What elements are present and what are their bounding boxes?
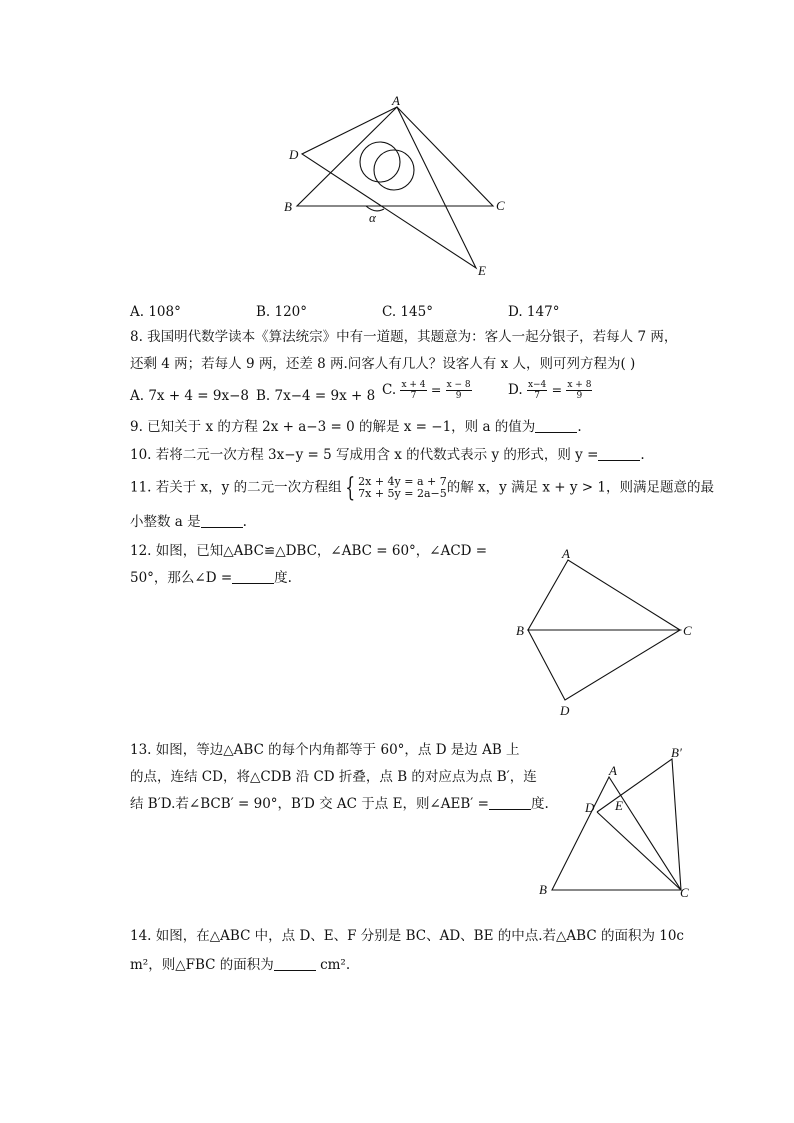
point-label-a: A (609, 763, 617, 778)
triangle-abc (297, 107, 493, 206)
point-label-d: D (289, 147, 299, 162)
triangle-abc (552, 777, 681, 890)
circle-shape (374, 150, 414, 190)
q13-figure (532, 742, 702, 902)
q11-line-2: 小整数 a 是 . (130, 514, 247, 530)
point-label-e: E (615, 798, 623, 813)
point-label-bprime: B′ (671, 745, 682, 760)
point-label-b: B (539, 882, 547, 897)
point-label-a: A (562, 546, 570, 561)
answer-blank (232, 569, 274, 584)
point-label-b: B (516, 623, 524, 638)
answer-blank (201, 513, 243, 528)
q8-option-b: B. 7x−4 = 9x + 8 (256, 388, 376, 404)
answer-blank (489, 795, 531, 810)
q13-line-2: 的点，连结 CD，将△CDB 沿 CD 折叠，点 B 的对应点为点 B′，连 (130, 769, 537, 785)
point-label-e: E (478, 263, 486, 278)
circle-shape (360, 142, 400, 182)
triangle-ade (302, 107, 476, 268)
q13-line-1: 13. 如图，等边△ABC 的每个内角都等于 60°，点 D 是边 AB 上 (130, 742, 520, 758)
q8-option-a: A. 7x + 4 = 9x−8 (130, 388, 250, 404)
q8-option-c: C. $\frac{x + 4}{7}$ = $\frac{x - 8}{9}$ (382, 380, 471, 401)
q10-question: 10. 若将二元一次方程 3x−y = 5 写成用含 x 的代数式表示 y 的形式，则 y = . (130, 447, 645, 463)
q12-line-2: 50°，那么∠D = 度. (130, 570, 292, 586)
point-label-c: C (496, 198, 505, 213)
q8-line-1: 8. 我国明代数学读本《算法统宗》中有一道题，其题意为：客人一起分银子，若每人 7 两， (130, 329, 678, 345)
point-label-b: B (284, 199, 292, 214)
angle-label-alpha: α (369, 210, 376, 225)
q8-option-d: D. $\frac{x-4}{7}$ = $\frac{x + 8}{9}$ (508, 380, 592, 401)
point-label-c: C (680, 885, 689, 900)
q13-line-3: 结 B′D.若∠BCB′ = 90°，B′D 交 AC 于点 E，则∠AEB′ = 度. (130, 796, 549, 812)
q7-figure (280, 90, 510, 280)
answer-blank (535, 418, 577, 433)
point-label-d: D (585, 800, 595, 815)
q14-line-1: 14. 如图，在△ABC 中，点 D、E、F 分别是 BC、AD、BE 的中点.若△ABC 的面积为 10c (130, 928, 684, 944)
point-label-a: A (392, 93, 400, 108)
q14-line-2: m²，则△FBC 的面积为 cm². (130, 957, 351, 973)
answer-blank (598, 446, 640, 461)
triangle-abc (528, 560, 680, 630)
q7-option-d: D. 147° (508, 304, 560, 320)
q7-option-a: A. 108° (130, 304, 181, 320)
triangle-dbc (528, 630, 680, 700)
q12-line-1: 12. 如图，已知△ABC≌△DBC，∠ABC = 60°，∠ACD = (130, 543, 488, 559)
q11-question: 11. 若关于 x，y 的二元一次方程组 { 2x + 4y = a + 7 7x + 5y = 2a−5 的解 x，y 满足 x + y > 1，则满足题意的最 (130, 473, 714, 503)
answer-blank (274, 956, 316, 971)
point-label-c: C (683, 623, 692, 638)
q7-option-c: C. 145° (382, 304, 433, 320)
q9-question: 9. 已知关于 x 的方程 2x + a−3 = 0 的解是 x = −1，则 a 的值为 . (130, 419, 582, 435)
q7-option-b: B. 120° (256, 304, 308, 320)
q8-line-2: 还剩 4 两；若每人 9 两，还差 8 两.问客人有几人？设客人有 x 人，则可列方程为( ) (130, 356, 636, 372)
point-label-d: D (560, 703, 570, 718)
q12-figure (508, 540, 703, 720)
